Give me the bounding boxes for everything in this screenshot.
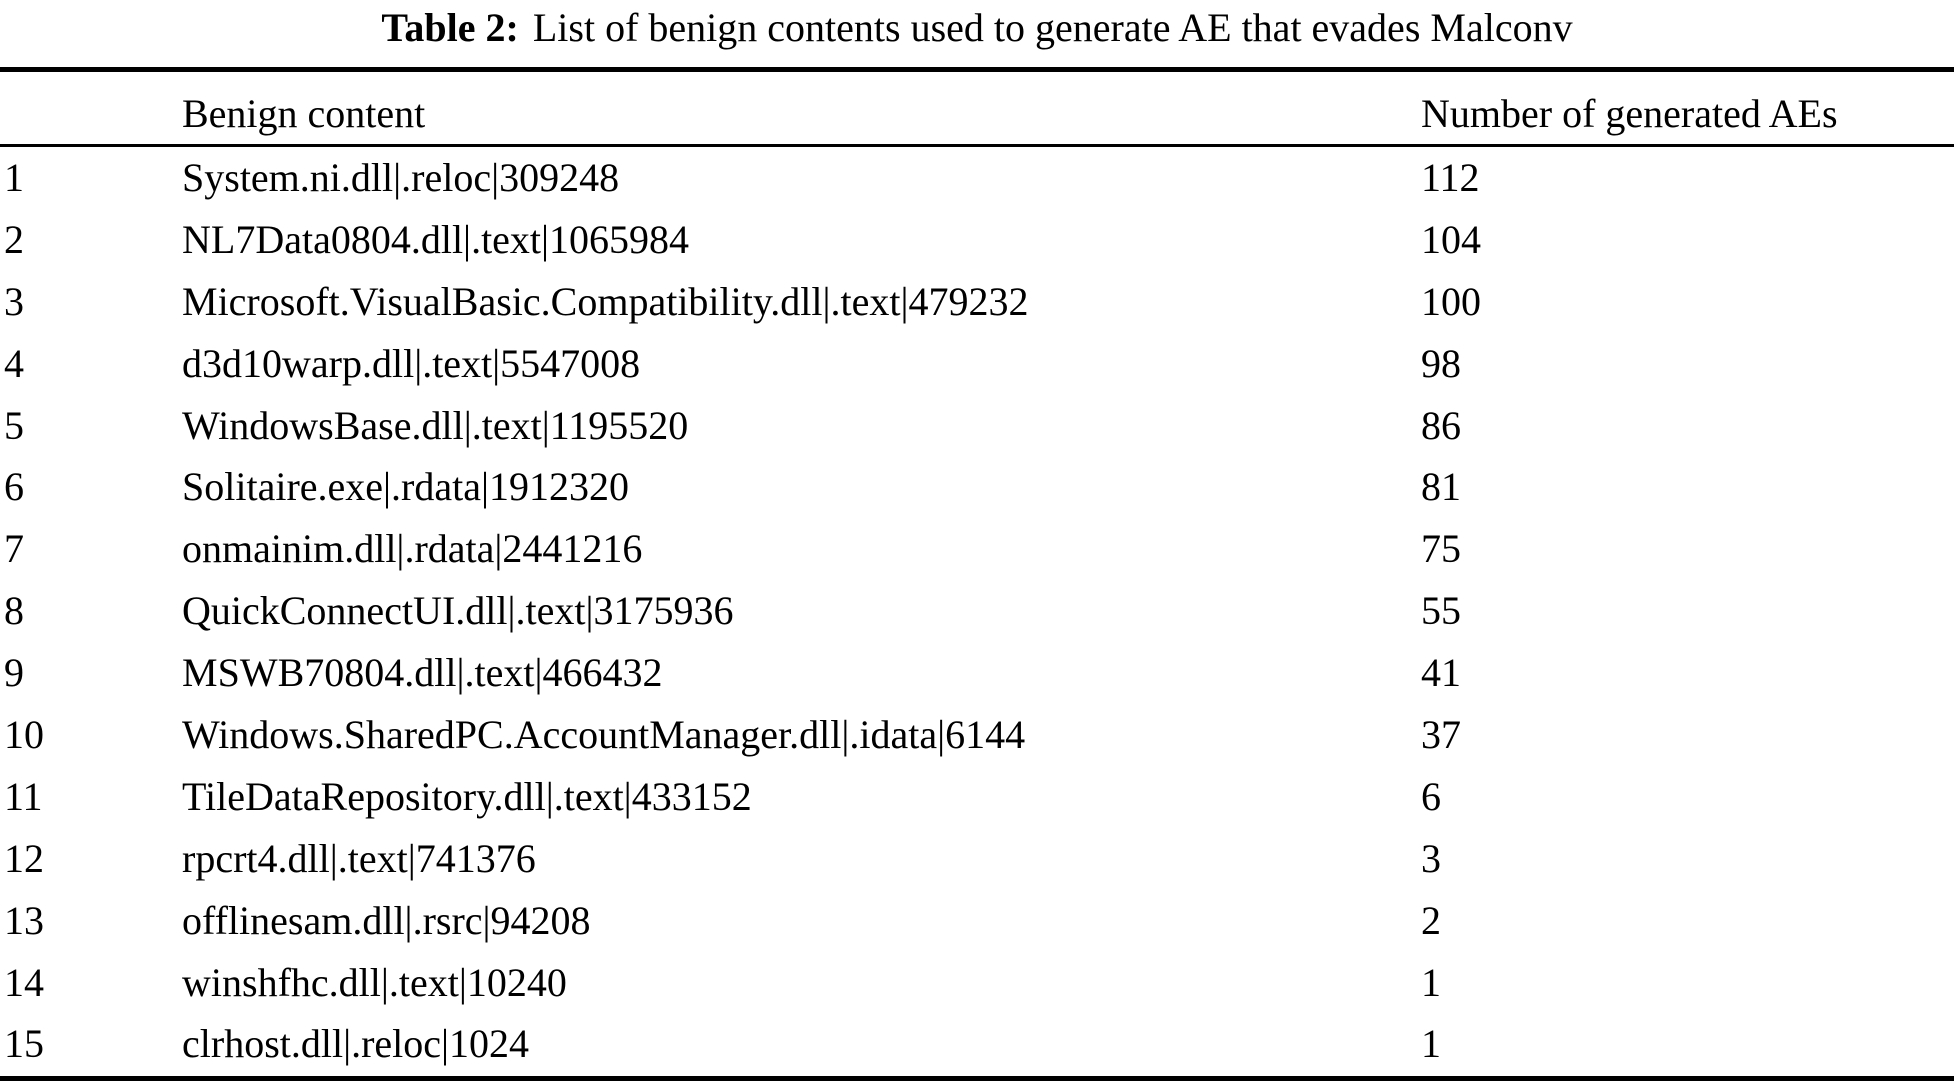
row-benign-content: Microsoft.VisualBasic.Compatibility.dll|.text|479232: [182, 278, 1029, 324]
row-index: 13: [4, 897, 44, 943]
row-ae-count: 55: [1421, 588, 1461, 634]
table-top-rule: [0, 67, 1954, 72]
row-index: 10: [4, 712, 44, 758]
row-benign-content: offlinesam.dll|.rsrc|94208: [182, 897, 591, 943]
row-benign-content: winshfhc.dll|.text|10240: [182, 959, 567, 1005]
table-row: [0, 395, 1954, 457]
row-index: 3: [4, 278, 24, 324]
table-row: [0, 271, 1954, 333]
row-index: 9: [4, 650, 24, 696]
row-ae-count: 1: [1421, 959, 1441, 1005]
row-ae-count: 41: [1421, 650, 1461, 696]
row-benign-content: TileDataRepository.dll|.text|433152: [182, 773, 752, 819]
row-benign-content: System.ni.dll|.reloc|309248: [182, 155, 620, 200]
table-row: [0, 518, 1954, 580]
row-ae-count: 3: [1421, 835, 1441, 881]
row-benign-content: onmainim.dll|.rdata|2441216: [182, 526, 643, 572]
column-header-benign-content: Benign content: [182, 91, 426, 136]
row-ae-count: 98: [1421, 340, 1461, 386]
table-row: [0, 147, 1954, 209]
table-row: [0, 952, 1954, 1014]
table-bottom-rule: [0, 1076, 1954, 1081]
row-index: 11: [4, 773, 43, 819]
row-ae-count: 75: [1421, 526, 1461, 572]
column-header-number-of-generated-aes: Number of generated AEs: [1421, 91, 1838, 136]
row-index: 7: [4, 526, 24, 572]
row-ae-count: 1: [1421, 1021, 1441, 1067]
row-ae-count: 6: [1421, 773, 1441, 819]
row-benign-content: WindowsBase.dll|.text|1195520: [182, 402, 689, 448]
row-benign-content: Solitaire.exe|.rdata|1912320: [182, 464, 629, 510]
table-caption-text: List of benign contents used to generate AE that evades Malconv: [532, 5, 1573, 50]
row-index: 8: [4, 588, 24, 634]
row-index: 4: [4, 340, 24, 386]
row-index: 2: [4, 216, 24, 262]
row-index: 1: [4, 155, 24, 200]
row-ae-count: 37: [1421, 712, 1461, 758]
row-benign-content: NL7Data0804.dll|.text|1065984: [182, 216, 690, 262]
row-benign-content: QuickConnectUI.dll|.text|3175936: [182, 588, 734, 634]
table-row: [0, 333, 1954, 395]
row-index: 12: [4, 835, 44, 881]
row-index: 14: [4, 959, 44, 1005]
table-caption: [0, 4, 1954, 52]
row-index: 15: [4, 1021, 44, 1067]
table-body: [0, 147, 1954, 1075]
table-row: [0, 828, 1954, 890]
table-row: [0, 704, 1954, 766]
table-row: [0, 890, 1954, 952]
table-row: [0, 1013, 1954, 1075]
row-index: 5: [4, 402, 24, 448]
row-benign-content: Windows.SharedPC.AccountManager.dll|.idata|6144: [182, 712, 1026, 758]
table-caption-label: Table 2:: [381, 5, 519, 50]
row-benign-content: clrhost.dll|.reloc|1024: [182, 1021, 530, 1067]
row-ae-count: 104: [1421, 216, 1481, 262]
row-ae-count: 81: [1421, 464, 1461, 510]
table-row: [0, 456, 1954, 518]
table-row: [0, 209, 1954, 271]
table-row: [0, 766, 1954, 828]
table-row: [0, 580, 1954, 642]
table-row: [0, 642, 1954, 704]
table-header-row: [0, 84, 1954, 144]
row-benign-content: d3d10warp.dll|.text|5547008: [182, 340, 641, 386]
row-benign-content: MSWB70804.dll|.text|466432: [182, 650, 663, 696]
row-index: 6: [4, 464, 24, 510]
row-benign-content: rpcrt4.dll|.text|741376: [182, 835, 536, 881]
row-ae-count: 112: [1421, 155, 1480, 200]
row-ae-count: 100: [1421, 278, 1481, 324]
row-ae-count: 2: [1421, 897, 1441, 943]
row-ae-count: 86: [1421, 402, 1461, 448]
